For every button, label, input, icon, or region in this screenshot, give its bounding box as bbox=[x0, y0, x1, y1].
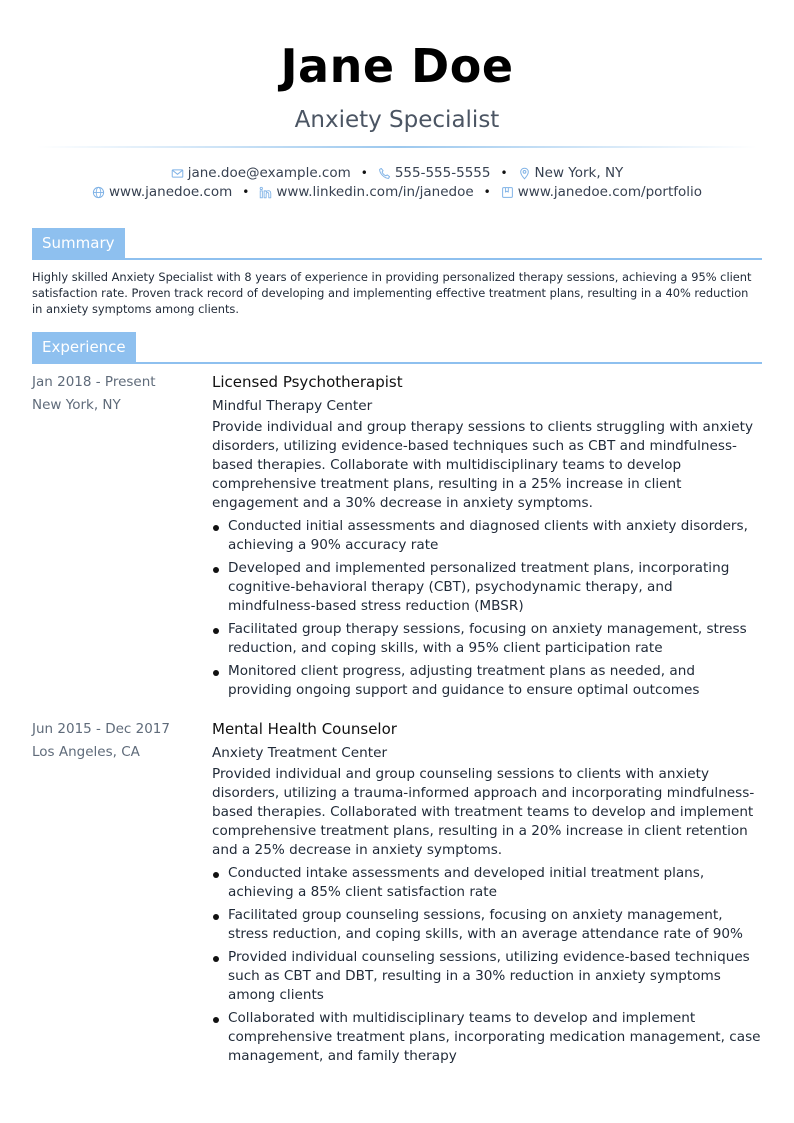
job-company: Mindful Therapy Center bbox=[212, 398, 373, 414]
contact-row-primary bbox=[0, 164, 794, 183]
job-bullet: Conducted intake assessments and developed initial treatment plans, achieving a 85% client satisfaction rate bbox=[212, 864, 762, 902]
job-location: New York, NY bbox=[32, 397, 121, 413]
experience-header bbox=[32, 332, 762, 364]
summary-rule bbox=[32, 258, 762, 260]
contact-separator: • bbox=[483, 185, 491, 199]
job-bullets bbox=[212, 864, 762, 1066]
job-dates: Jan 2018 - Present bbox=[32, 374, 156, 390]
portfolio-text: www.janedoe.com/portfolio bbox=[517, 184, 703, 200]
job-bullet: Monitored client progress, adjusting treatment plans as needed, and providing ongoing support and guidance to ensure optimal outcomes bbox=[212, 662, 762, 700]
job-bullet: Collaborated with multidisciplinary teams to develop and implement comprehensive treatment plans, incorporating medication management, case management, and family therapy bbox=[212, 1009, 762, 1066]
job-details bbox=[212, 718, 762, 1070]
job-description: Provide individual and group therapy sessions to clients struggling with anxiety disorders, utilizing evidence-based techniques such as CBT and mindfulness-based therapies. Collaborate with multidisciplinary teams to develop comprehensive treatment plans, resulting in a 25% increase in client engagement and a 30% decrease in anxiety symptoms. bbox=[212, 419, 754, 511]
summary-heading: Summary bbox=[32, 228, 125, 258]
job-bullets bbox=[212, 517, 762, 700]
contact-location bbox=[518, 164, 624, 183]
experience-section bbox=[32, 332, 762, 364]
job-bullet: Developed and implemented personalized treatment plans, incorporating cognitive-behavioral therapy (CBT), psychodynamic therapy, and mindfulness-based stress reduction (MBSR) bbox=[212, 559, 762, 616]
experience-heading: Experience bbox=[32, 332, 136, 362]
contact-row-secondary bbox=[0, 183, 794, 202]
experience-rule bbox=[32, 362, 762, 364]
contact-separator: • bbox=[242, 185, 250, 199]
job-title: Licensed Psychotherapist bbox=[212, 373, 403, 391]
job-details bbox=[212, 371, 762, 704]
contact-separator: • bbox=[360, 166, 368, 180]
job-meta bbox=[32, 371, 202, 417]
resume-header bbox=[0, 0, 794, 202]
summary-header bbox=[32, 228, 762, 260]
job-company: Anxiety Treatment Center bbox=[212, 745, 388, 761]
job-bullet: Provided individual counseling sessions, utilizing evidence-based techniques such as CBT and DBT, resulting in a 30% reduction in anxiety symptoms among clients bbox=[212, 948, 762, 1005]
map-pin-icon bbox=[518, 167, 531, 180]
job-location: Los Angeles, CA bbox=[32, 744, 140, 760]
contact-portfolio[interactable] bbox=[501, 183, 702, 202]
job-bullet: Facilitated group counseling sessions, focusing on anxiety management, stress reduction, and coping skills, with an average attendance rate of 90% bbox=[212, 906, 762, 944]
header-divider bbox=[37, 146, 757, 148]
summary-text: Highly skilled Anxiety Specialist with 8 years of experience in providing personalized therapy sessions, achieving a 95% client satisfaction rate. Proven track record of developing and implementing effective treatment plans, resulting in a 40% reduction in anxiety symptoms among clients. bbox=[32, 270, 752, 316]
job-dates: Jun 2015 - Dec 2017 bbox=[32, 721, 170, 737]
job-meta bbox=[32, 718, 202, 764]
contact-phone[interactable] bbox=[378, 164, 491, 183]
phone-icon bbox=[378, 167, 391, 180]
linkedin-icon bbox=[259, 186, 272, 199]
portfolio-icon bbox=[501, 186, 514, 199]
globe-icon bbox=[92, 186, 105, 199]
website-text: www.janedoe.com bbox=[108, 184, 233, 200]
job-title: Mental Health Counselor bbox=[212, 720, 397, 738]
summary-section bbox=[32, 228, 762, 317]
phone-text: 555-555-5555 bbox=[394, 165, 491, 181]
job-description: Provided individual and group counseling sessions to clients with anxiety disorders, utilizing a trauma-informed approach and incorporating mindfulness-based therapies. Collaborated with treatment teams to develop and implement comprehensive treatment plans, resulting in a 20% increase in client retention and a 25% decrease in anxiety symptoms. bbox=[212, 766, 755, 858]
linkedin-text: www.linkedin.com/in/janedoe bbox=[276, 184, 474, 200]
candidate-role: Anxiety Specialist bbox=[294, 107, 500, 133]
contact-website[interactable] bbox=[92, 183, 232, 202]
job-bullet: Conducted initial assessments and diagnosed clients with anxiety disorders, achieving a 90% accuracy rate bbox=[212, 517, 762, 555]
location-text: New York, NY bbox=[534, 165, 624, 181]
mail-icon bbox=[171, 167, 184, 180]
job-bullet: Facilitated group therapy sessions, focusing on anxiety management, stress reduction, and coping skills, with a 95% client participation rate bbox=[212, 620, 762, 658]
contact-separator: • bbox=[500, 166, 508, 180]
email-text: jane.doe@example.com bbox=[187, 165, 351, 181]
candidate-name: Jane Doe bbox=[280, 39, 514, 93]
contact-linkedin[interactable] bbox=[259, 183, 473, 202]
contact-email[interactable] bbox=[171, 164, 351, 183]
